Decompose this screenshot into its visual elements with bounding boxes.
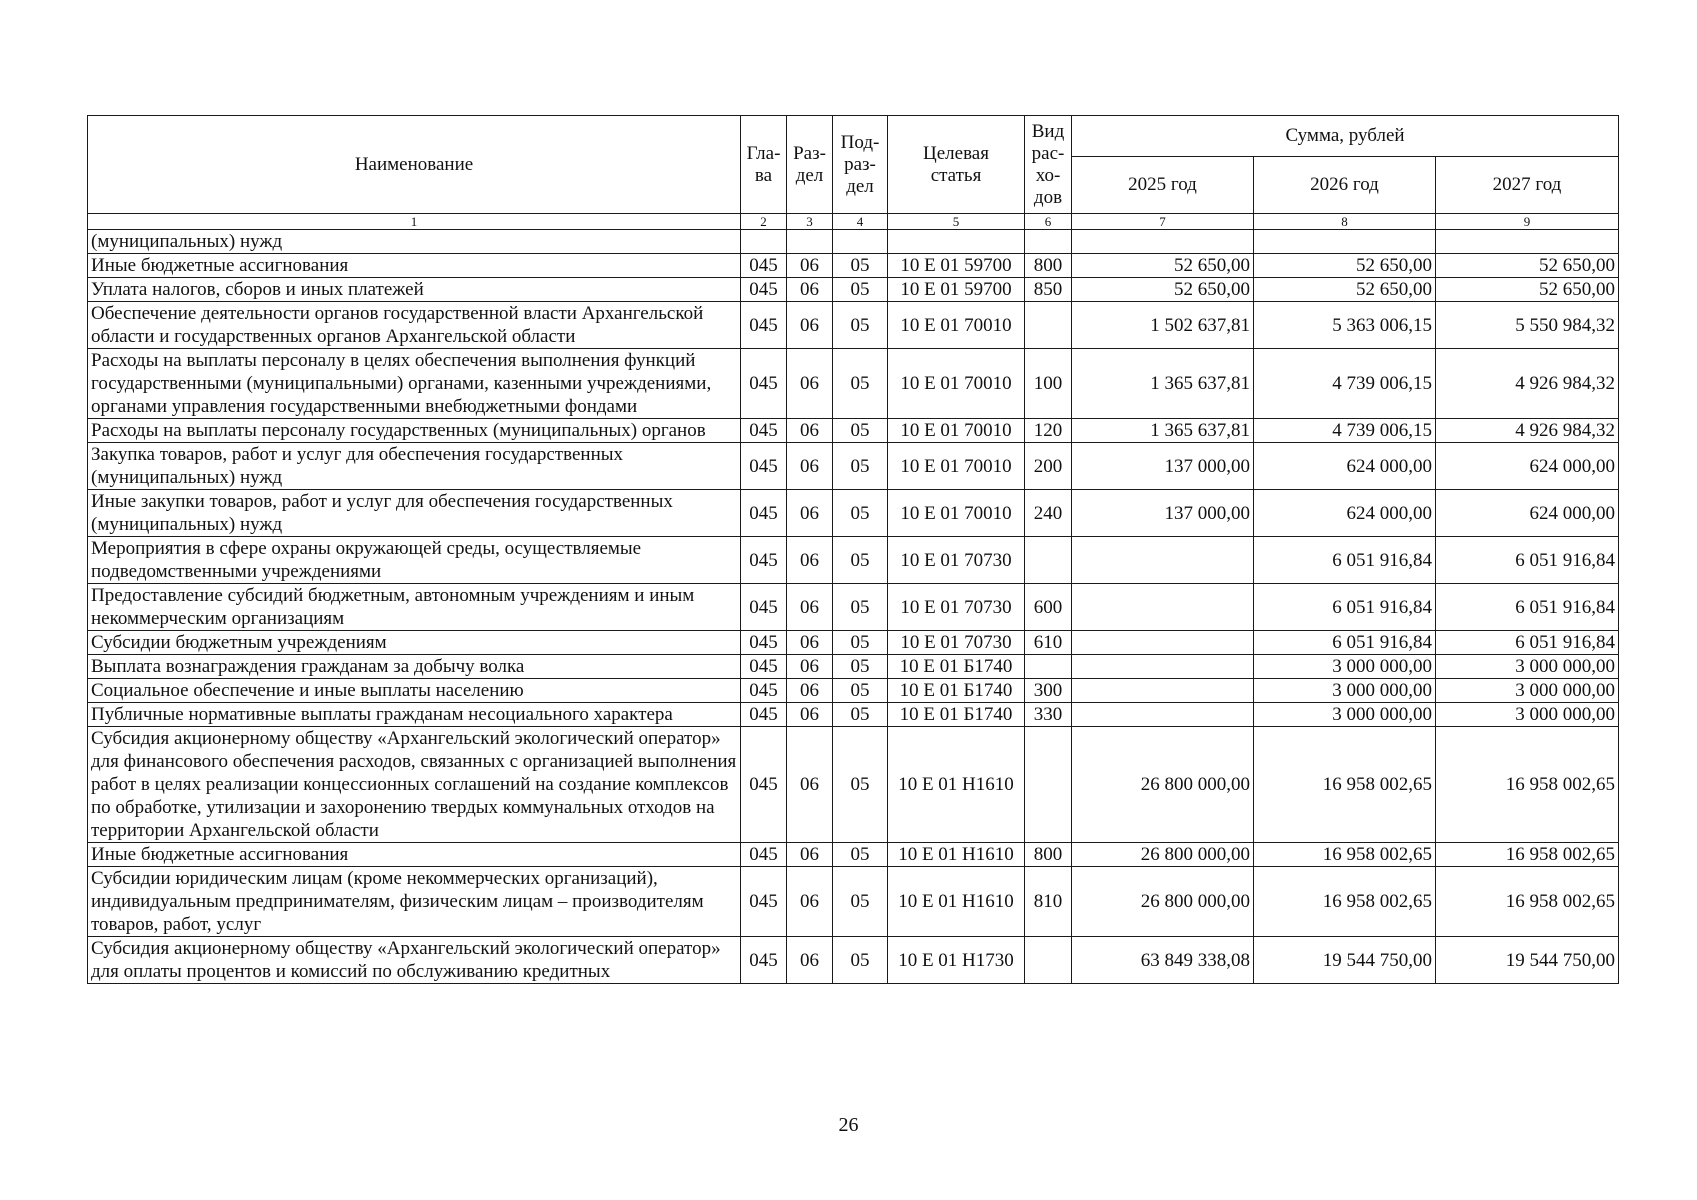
row-target-article: 10 Е 01 70010 xyxy=(888,302,1025,349)
row-amount-2027: 4 926 984,32 xyxy=(1436,349,1619,419)
budget-table xyxy=(87,115,1619,984)
table-row xyxy=(88,843,1619,867)
header-year-2027: 2027 год xyxy=(1436,157,1619,214)
row-target-article: 10 Е 01 Н1610 xyxy=(888,843,1025,867)
row-amount-2026: 3 000 000,00 xyxy=(1254,703,1436,727)
table-row xyxy=(88,443,1619,490)
row-chapter: 045 xyxy=(741,419,787,443)
table-row xyxy=(88,679,1619,703)
row-amount-2025: 137 000,00 xyxy=(1072,443,1254,490)
row-chapter: 045 xyxy=(741,703,787,727)
header-subsection: Под- раз- дел xyxy=(833,116,888,214)
column-number: 6 xyxy=(1025,214,1072,230)
row-target-article: 10 Е 01 70010 xyxy=(888,443,1025,490)
row-chapter: 045 xyxy=(741,278,787,302)
row-subsection xyxy=(833,230,888,254)
row-expense-type: 800 xyxy=(1025,843,1072,867)
row-amount-2025 xyxy=(1072,655,1254,679)
table-row xyxy=(88,727,1619,843)
row-target-article: 10 Е 01 Н1730 xyxy=(888,937,1025,984)
table-body xyxy=(88,230,1619,984)
row-amount-2026: 6 051 916,84 xyxy=(1254,584,1436,631)
row-name: Обеспечение деятельности органов государственной власти Архангельской области и государственных органов Архангельской области xyxy=(88,302,741,349)
row-amount-2027: 624 000,00 xyxy=(1436,443,1619,490)
row-name: Публичные нормативные выплаты гражданам несоциального характера xyxy=(88,703,741,727)
row-name: Закупка товаров, работ и услуг для обеспечения государственных (муниципальных) нужд xyxy=(88,443,741,490)
row-amount-2026: 6 051 916,84 xyxy=(1254,537,1436,584)
row-amount-2026 xyxy=(1254,230,1436,254)
row-section: 06 xyxy=(787,679,833,703)
row-amount-2027: 4 926 984,32 xyxy=(1436,419,1619,443)
row-section: 06 xyxy=(787,843,833,867)
row-chapter: 045 xyxy=(741,584,787,631)
row-expense-type: 610 xyxy=(1025,631,1072,655)
row-amount-2025: 26 800 000,00 xyxy=(1072,727,1254,843)
table-row xyxy=(88,584,1619,631)
row-target-article: 10 Е 01 70010 xyxy=(888,349,1025,419)
row-section: 06 xyxy=(787,584,833,631)
row-name: Выплата вознаграждения гражданам за добычу волка xyxy=(88,655,741,679)
column-number: 2 xyxy=(741,214,787,230)
row-amount-2026: 624 000,00 xyxy=(1254,443,1436,490)
row-amount-2025: 26 800 000,00 xyxy=(1072,867,1254,937)
column-number: 4 xyxy=(833,214,888,230)
row-section: 06 xyxy=(787,937,833,984)
row-name: Субсидия акционерному обществу «Архангельский экологический оператор» для финансового обеспечения расходов, связанных с организацией выполнения работ в целях реализации концессионных соглашений на создание комплексов по обработке, утилизации и захоронению твердых коммунальных отходов на территории Архангельской области xyxy=(88,727,741,843)
row-subsection: 05 xyxy=(833,655,888,679)
row-chapter: 045 xyxy=(741,631,787,655)
row-target-article: 10 Е 01 70730 xyxy=(888,584,1025,631)
row-name: Иные бюджетные ассигнования xyxy=(88,254,741,278)
row-amount-2027: 16 958 002,65 xyxy=(1436,867,1619,937)
table-row xyxy=(88,867,1619,937)
row-section: 06 xyxy=(787,302,833,349)
row-amount-2027: 6 051 916,84 xyxy=(1436,537,1619,584)
row-target-article: 10 Е 01 59700 xyxy=(888,254,1025,278)
column-number: 5 xyxy=(888,214,1025,230)
row-section: 06 xyxy=(787,419,833,443)
row-amount-2026: 3 000 000,00 xyxy=(1254,679,1436,703)
row-amount-2026: 4 739 006,15 xyxy=(1254,349,1436,419)
row-amount-2026: 19 544 750,00 xyxy=(1254,937,1436,984)
row-target-article: 10 Е 01 Н1610 xyxy=(888,727,1025,843)
page-number: 26 xyxy=(838,1114,859,1136)
row-chapter xyxy=(741,230,787,254)
row-target-article xyxy=(888,230,1025,254)
row-section: 06 xyxy=(787,655,833,679)
row-subsection: 05 xyxy=(833,302,888,349)
row-expense-type xyxy=(1025,230,1072,254)
row-subsection: 05 xyxy=(833,703,888,727)
table-row xyxy=(88,302,1619,349)
row-amount-2027: 19 544 750,00 xyxy=(1436,937,1619,984)
column-number-row xyxy=(88,214,1619,230)
row-section: 06 xyxy=(787,867,833,937)
header-year-2025: 2025 год xyxy=(1072,157,1254,214)
row-expense-type xyxy=(1025,727,1072,843)
column-number: 9 xyxy=(1436,214,1619,230)
row-expense-type xyxy=(1025,537,1072,584)
row-name: (муниципальных) нужд xyxy=(88,230,741,254)
header-expense-type: Вид рас- хо- дов xyxy=(1025,116,1072,214)
table-row xyxy=(88,703,1619,727)
row-subsection: 05 xyxy=(833,631,888,655)
row-chapter: 045 xyxy=(741,727,787,843)
row-expense-type: 600 xyxy=(1025,584,1072,631)
row-expense-type: 850 xyxy=(1025,278,1072,302)
row-amount-2026: 3 000 000,00 xyxy=(1254,655,1436,679)
row-amount-2025 xyxy=(1072,679,1254,703)
row-subsection: 05 xyxy=(833,537,888,584)
row-target-article: 10 Е 01 70010 xyxy=(888,490,1025,537)
column-number: 8 xyxy=(1254,214,1436,230)
row-expense-type: 240 xyxy=(1025,490,1072,537)
row-name: Предоставление субсидий бюджетным, автономным учреждениям и иным некоммерческим организациям xyxy=(88,584,741,631)
table-row xyxy=(88,419,1619,443)
row-subsection: 05 xyxy=(833,278,888,302)
row-expense-type: 300 xyxy=(1025,679,1072,703)
row-section: 06 xyxy=(787,278,833,302)
row-amount-2025: 137 000,00 xyxy=(1072,490,1254,537)
row-chapter: 045 xyxy=(741,843,787,867)
row-name: Мероприятия в сфере охраны окружающей среды, осуществляемые подведомственными учреждениями xyxy=(88,537,741,584)
row-amount-2025 xyxy=(1072,537,1254,584)
table-row xyxy=(88,631,1619,655)
row-chapter: 045 xyxy=(741,254,787,278)
row-amount-2026: 5 363 006,15 xyxy=(1254,302,1436,349)
row-amount-2025 xyxy=(1072,703,1254,727)
row-amount-2027: 16 958 002,65 xyxy=(1436,727,1619,843)
row-amount-2025: 52 650,00 xyxy=(1072,278,1254,302)
row-amount-2026: 16 958 002,65 xyxy=(1254,727,1436,843)
row-amount-2027: 52 650,00 xyxy=(1436,278,1619,302)
row-chapter: 045 xyxy=(741,490,787,537)
row-amount-2026: 6 051 916,84 xyxy=(1254,631,1436,655)
row-name: Субсидии бюджетным учреждениям xyxy=(88,631,741,655)
row-name: Расходы на выплаты персоналу государственных (муниципальных) органов xyxy=(88,419,741,443)
row-expense-type xyxy=(1025,302,1072,349)
row-expense-type: 810 xyxy=(1025,867,1072,937)
row-target-article: 10 Е 01 59700 xyxy=(888,278,1025,302)
row-name: Иные закупки товаров, работ и услуг для обеспечения государственных (муниципальных) нужд xyxy=(88,490,741,537)
row-section: 06 xyxy=(787,490,833,537)
table-row xyxy=(88,655,1619,679)
row-expense-type: 800 xyxy=(1025,254,1072,278)
column-number: 1 xyxy=(88,214,741,230)
row-expense-type xyxy=(1025,937,1072,984)
row-target-article: 10 Е 01 70730 xyxy=(888,537,1025,584)
row-target-article: 10 Е 01 70010 xyxy=(888,419,1025,443)
row-amount-2027: 6 051 916,84 xyxy=(1436,584,1619,631)
row-amount-2026: 624 000,00 xyxy=(1254,490,1436,537)
row-amount-2025: 52 650,00 xyxy=(1072,254,1254,278)
row-subsection: 05 xyxy=(833,443,888,490)
table-row xyxy=(88,349,1619,419)
header-target-article: Целевая статья xyxy=(888,116,1025,214)
row-subsection: 05 xyxy=(833,584,888,631)
row-amount-2027: 5 550 984,32 xyxy=(1436,302,1619,349)
row-target-article: 10 Е 01 Б1740 xyxy=(888,655,1025,679)
row-chapter: 045 xyxy=(741,349,787,419)
row-amount-2026: 16 958 002,65 xyxy=(1254,867,1436,937)
row-section: 06 xyxy=(787,254,833,278)
table-row xyxy=(88,230,1619,254)
row-subsection: 05 xyxy=(833,679,888,703)
row-subsection: 05 xyxy=(833,867,888,937)
row-expense-type xyxy=(1025,655,1072,679)
row-name: Уплата налогов, сборов и иных платежей xyxy=(88,278,741,302)
row-subsection: 05 xyxy=(833,419,888,443)
row-subsection: 05 xyxy=(833,254,888,278)
row-name: Расходы на выплаты персоналу в целях обеспечения выполнения функций государственными (муниципальными) органами, казенными учреждениями, органами управления государственными внебюджетными фондами xyxy=(88,349,741,419)
row-expense-type: 100 xyxy=(1025,349,1072,419)
table-row xyxy=(88,937,1619,984)
row-amount-2027: 3 000 000,00 xyxy=(1436,679,1619,703)
row-chapter: 045 xyxy=(741,443,787,490)
column-number: 3 xyxy=(787,214,833,230)
header-year-2026: 2026 год xyxy=(1254,157,1436,214)
row-target-article: 10 Е 01 Н1610 xyxy=(888,867,1025,937)
table-row xyxy=(88,254,1619,278)
header-chapter: Гла- ва xyxy=(741,116,787,214)
row-amount-2026: 52 650,00 xyxy=(1254,254,1436,278)
row-amount-2025: 1 365 637,81 xyxy=(1072,349,1254,419)
row-name: Субсидии юридическим лицам (кроме некоммерческих организаций), индивидуальным предпринимателям, физическим лицам – производителям товаров, работ, услуг xyxy=(88,867,741,937)
row-amount-2027: 624 000,00 xyxy=(1436,490,1619,537)
table-row xyxy=(88,278,1619,302)
row-subsection: 05 xyxy=(833,843,888,867)
row-target-article: 10 Е 01 70730 xyxy=(888,631,1025,655)
row-expense-type: 200 xyxy=(1025,443,1072,490)
row-chapter: 045 xyxy=(741,867,787,937)
row-amount-2026: 16 958 002,65 xyxy=(1254,843,1436,867)
row-name: Социальное обеспечение и иные выплаты населению xyxy=(88,679,741,703)
row-section xyxy=(787,230,833,254)
row-amount-2026: 4 739 006,15 xyxy=(1254,419,1436,443)
row-subsection: 05 xyxy=(833,490,888,537)
row-amount-2025: 1 365 637,81 xyxy=(1072,419,1254,443)
row-amount-2027: 52 650,00 xyxy=(1436,254,1619,278)
row-subsection: 05 xyxy=(833,349,888,419)
row-chapter: 045 xyxy=(741,537,787,584)
row-chapter: 045 xyxy=(741,302,787,349)
row-amount-2025 xyxy=(1072,584,1254,631)
row-subsection: 05 xyxy=(833,727,888,843)
row-name: Иные бюджетные ассигнования xyxy=(88,843,741,867)
row-section: 06 xyxy=(787,703,833,727)
row-amount-2025: 26 800 000,00 xyxy=(1072,843,1254,867)
row-chapter: 045 xyxy=(741,679,787,703)
row-amount-2025 xyxy=(1072,631,1254,655)
row-amount-2027: 3 000 000,00 xyxy=(1436,655,1619,679)
header-section: Раз- дел xyxy=(787,116,833,214)
row-expense-type: 120 xyxy=(1025,419,1072,443)
row-amount-2025: 63 849 338,08 xyxy=(1072,937,1254,984)
row-target-article: 10 Е 01 Б1740 xyxy=(888,679,1025,703)
row-name: Субсидия акционерному обществу «Архангельский экологический оператор» для оплаты процентов и комиссий по обслуживанию кредитных xyxy=(88,937,741,984)
row-amount-2027: 6 051 916,84 xyxy=(1436,631,1619,655)
header-sum: Сумма, рублей xyxy=(1072,116,1619,157)
column-number: 7 xyxy=(1072,214,1254,230)
row-subsection: 05 xyxy=(833,937,888,984)
row-amount-2027: 3 000 000,00 xyxy=(1436,703,1619,727)
row-target-article: 10 Е 01 Б1740 xyxy=(888,703,1025,727)
row-amount-2026: 52 650,00 xyxy=(1254,278,1436,302)
row-amount-2027: 16 958 002,65 xyxy=(1436,843,1619,867)
row-section: 06 xyxy=(787,443,833,490)
table-row xyxy=(88,490,1619,537)
row-section: 06 xyxy=(787,727,833,843)
row-amount-2025: 1 502 637,81 xyxy=(1072,302,1254,349)
row-amount-2027 xyxy=(1436,230,1619,254)
header-name: Наименование xyxy=(88,116,741,214)
row-chapter: 045 xyxy=(741,655,787,679)
row-section: 06 xyxy=(787,631,833,655)
row-expense-type: 330 xyxy=(1025,703,1072,727)
row-section: 06 xyxy=(787,349,833,419)
row-amount-2025 xyxy=(1072,230,1254,254)
row-section: 06 xyxy=(787,537,833,584)
row-chapter: 045 xyxy=(741,937,787,984)
table-row xyxy=(88,537,1619,584)
